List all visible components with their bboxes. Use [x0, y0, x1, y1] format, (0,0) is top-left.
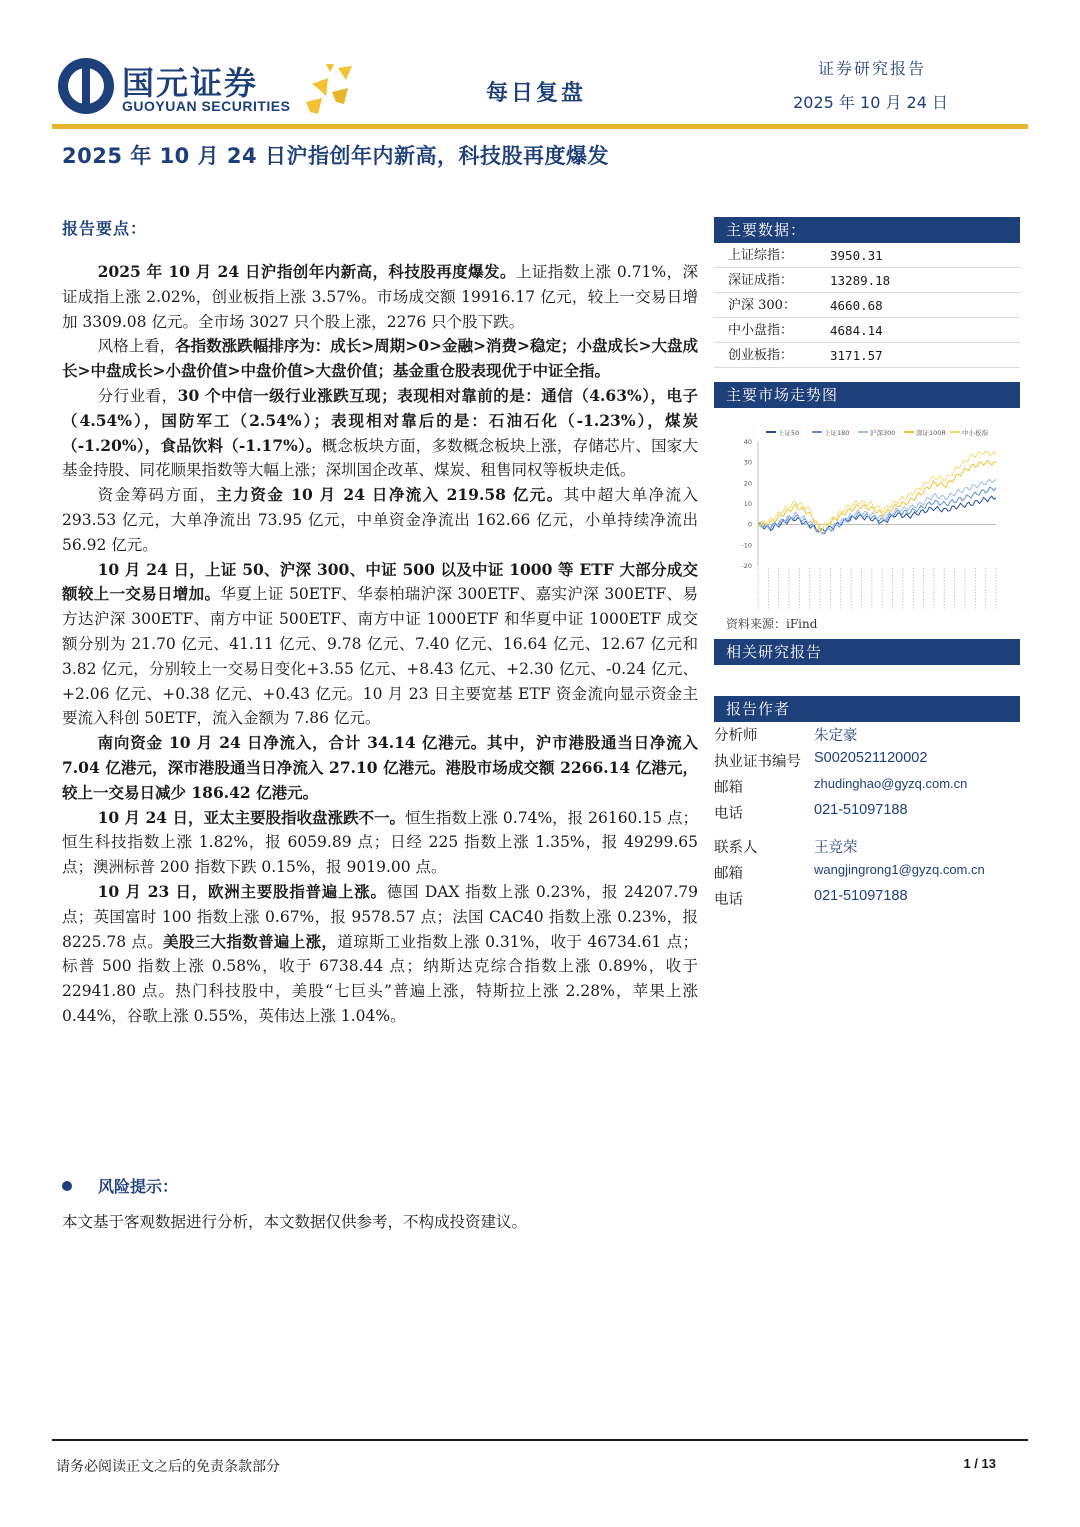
chart-title: 主要市场走势图: [714, 382, 1020, 408]
author-row: [714, 750, 1020, 776]
y-tick-label: -20: [741, 562, 752, 570]
legend-label: 深证100R: [916, 429, 946, 437]
bullet-icon: [62, 1181, 72, 1191]
risk-heading: 风险提示：: [62, 1174, 178, 1197]
key-data-value: 3950.31: [830, 248, 883, 263]
author-row: [714, 862, 1020, 888]
email-link[interactable]: wangjingrong1@gyzq.com.cn: [814, 862, 985, 877]
author-row: [714, 836, 1020, 862]
paragraph-europe-us: 10 月 23 日，欧洲主要股指普遍上涨。德国 DAX 指数上涨 0.23%，报 24207.79 点；英国富时 100 指数上涨 0.67%，报 9578.57 点；法国 CAC40 指数上涨 0.23%，报 8225.78 点。美股三大指数普遍上涨，道琼斯工业指数上涨 0.31%，收于 46734.61 点；标普 500 指数上涨 0.58%，收于 6738.44 点；纳斯达克综合指数上涨 0.89%，收于 22941.80 点。热门科技股中，美股“七巨头”普遍上涨，特斯拉上涨 2.28%，苹果上涨 0.44%，谷歌上涨 0.55%，英伟达上涨 1.04%。: [62, 881, 698, 1025]
brand-name-en: GUOYUAN SECURITIES: [122, 98, 291, 114]
legend-label: 上证50: [778, 429, 800, 437]
key-data-value: 3171.57: [830, 348, 883, 363]
y-tick-label: -10: [741, 541, 752, 550]
legend-label: 中小板指: [962, 429, 988, 437]
author-row: [714, 802, 1020, 828]
author-row: [714, 888, 1020, 914]
logo-emblem-icon: [58, 58, 114, 114]
report-series-title: 每日复盘: [486, 80, 587, 106]
author-list: [714, 724, 1020, 828]
key-data-row: [714, 293, 1020, 318]
key-data-value: 4660.68: [830, 298, 883, 313]
key-data-value: 13289.18: [830, 273, 891, 288]
key-data-label: 深证成指：: [728, 273, 794, 288]
key-data-label: 中小盘指：: [728, 323, 794, 338]
key-data-value: 4684.14: [830, 323, 883, 338]
paragraph-asia-pacific: 10 月 24 日，亚太主要股指收盘涨跌不一。恒生指数上涨 0.74%，报 26160.15 点；恒生科技指数上涨 1.82%，报 6059.89 点；日经 225 指数上涨 1.35%，报 49299.65 点；澳洲标普 200 指数下跌 0.15%，报 9019.00 点。: [62, 807, 698, 877]
key-data-row: [714, 268, 1020, 293]
author-label: 电话: [714, 806, 743, 822]
legend-label: 上证180: [824, 429, 850, 437]
key-data-label: 创业板指：: [728, 348, 794, 363]
y-tick-label: 0: [747, 520, 752, 529]
related-reports-title: 相关研究报告: [714, 639, 1020, 665]
footer-disclaimer: 请务必阅读正文之后的免责条款部分: [56, 1459, 280, 1475]
footer-divider: [52, 1439, 1028, 1441]
paragraph-market-overview: 2025 年 10 月 24 日沪指创年内新高，科技股再度爆发。上证指数上涨 0.71%，深证成指上涨 2.02%，创业板指上涨 3.57%。市场成交额 19916.17 亿元，较上一交易日增加 3309.08 亿元。全市场 3027 只个股上涨，2276 只个股下跌。: [62, 262, 699, 331]
author-label: 联系人: [714, 840, 758, 856]
author-label: 邮箱: [714, 866, 743, 882]
market-trend-chart: [714, 414, 1020, 632]
header-divider: [52, 124, 1028, 129]
paragraph-southbound: 南向资金 10 月 24 日净流入，合计 34.14 亿港元。其中，沪市港股通当日净流入 7.04 亿港元，深市港股通当日净流入 27.10 亿港元。港股市场成交额 2266.14 亿港元，较上一交易日减少 186.42 亿港元。: [62, 733, 698, 802]
author-panel: [714, 696, 1020, 722]
company-logo: [58, 56, 358, 118]
brand-name-cn: 国元证券: [122, 64, 259, 102]
author-row: [714, 724, 1020, 750]
report-body: [62, 260, 698, 1029]
author-label: 电话: [714, 892, 743, 908]
related-reports-panel: [714, 639, 1020, 665]
contact-list: [714, 836, 1020, 914]
paragraph-etf: 10 月 24 日，上证 50、沪深 300、中证 500 以及中证 1000 等 ETF 大部分成交额较上一交易日增加。华夏上证 50ETF、华泰柏瑞沪深 300ETF、嘉实沪深 300ETF、易方达沪深 300ETF、南方中证 500ETF、南方中证 1000ETF 和华夏中证 1000ETF 成交额分别为 21.70 亿元、41.11 亿元、9.78 亿元、7.40 亿元、16.64 亿元、12.67 亿元和 3.82 亿元，分别较上一交易日变化+3.55 亿元、+8.43 亿元、+2.30 亿元、-0.24 亿元、+2.06 亿元、+0.38 亿元、+0.43 亿元。10 月 23 日主要宽基 ETF 资金流向显示资金主要流入科创 50ETF，流入金额为 7.86 亿元。: [62, 559, 698, 728]
key-data-panel: [714, 217, 1020, 368]
author-value: 王竞荣: [814, 840, 858, 856]
author-label: 执业证书编号: [714, 754, 801, 770]
chart-panel-header: [714, 382, 1020, 408]
email-link[interactable]: zhudinghao@gyzq.com.cn: [814, 776, 968, 791]
y-tick-label: 40: [743, 438, 752, 446]
y-tick-label: 10: [743, 500, 752, 508]
series-line: [758, 487, 996, 534]
key-data-title: 主要数据：: [714, 217, 1020, 243]
author-title: 报告作者: [714, 696, 1020, 722]
key-data-row: [714, 318, 1020, 343]
paragraph-style: 风格上看，各指数涨跌幅排序为：成长>周期>0>金融>消费>稳定；小盘成长>大盘成长>中盘成长>小盘价值>中盘价值>大盘价值；基金重仓股表现优于中证全指。: [62, 336, 698, 381]
key-data-label: 沪深 300：: [728, 298, 796, 313]
key-data-row: [714, 343, 1020, 368]
y-tick-label: 20: [743, 479, 752, 488]
report-date: 2025 年 10 月 24 日: [793, 93, 948, 112]
author-label: 分析师: [714, 728, 758, 744]
paragraph-capital-flow: 资金筹码方面，主力资金 10 月 24 日净流入 219.58 亿元。其中超大单净流入 293.53 亿元，大单净流出 73.95 亿元，中单资金净流出 162.66 亿元，小单持续净流出 56.92 亿元。: [62, 485, 698, 554]
author-row: [714, 776, 1020, 802]
risk-text: 本文基于客观数据进行分析，本文数据仅供参考，不构成投资建议。: [62, 1213, 528, 1231]
y-tick-label: 30: [743, 458, 752, 467]
key-data-row: [714, 243, 1020, 268]
paragraph-industry: 分行业看，30 个中信一级行业涨跌互现；表现相对靠前的是：通信（4.63%），电子（4.54%），国防军工（2.54%）；表现相对靠后的是：石油石化（-1.23%），煤炭（-1.20%），食品饮料（-1.17%）。概念板块方面，多数概念板块上涨，存储芯片、国家大基金持股、同花顺果指数等大幅上涨；深圳国企改革、煤炭、租售同权等板块走低。: [62, 385, 698, 480]
author-value: 021-51097188: [814, 888, 908, 904]
page-title: 2025 年 10 月 24 日沪指创年内新高，科技股再度爆发: [62, 144, 609, 168]
chart-source: 资料来源：iFind: [726, 617, 818, 631]
legend-label: 沪深300: [870, 429, 896, 437]
author-label: 邮箱: [714, 780, 743, 796]
key-data-label: 上证综指：: [728, 248, 794, 263]
summary-heading: 报告要点：: [62, 219, 148, 238]
page-number: 1 / 13: [963, 1456, 996, 1471]
report-type: 证券研究报告: [817, 59, 926, 78]
author-value: 021-51097188: [814, 802, 908, 818]
key-data-list: [714, 243, 1020, 368]
author-value: S0020521120002: [814, 750, 928, 766]
logo-star-icon: [304, 62, 354, 116]
author-value: 朱定豪: [814, 728, 858, 744]
